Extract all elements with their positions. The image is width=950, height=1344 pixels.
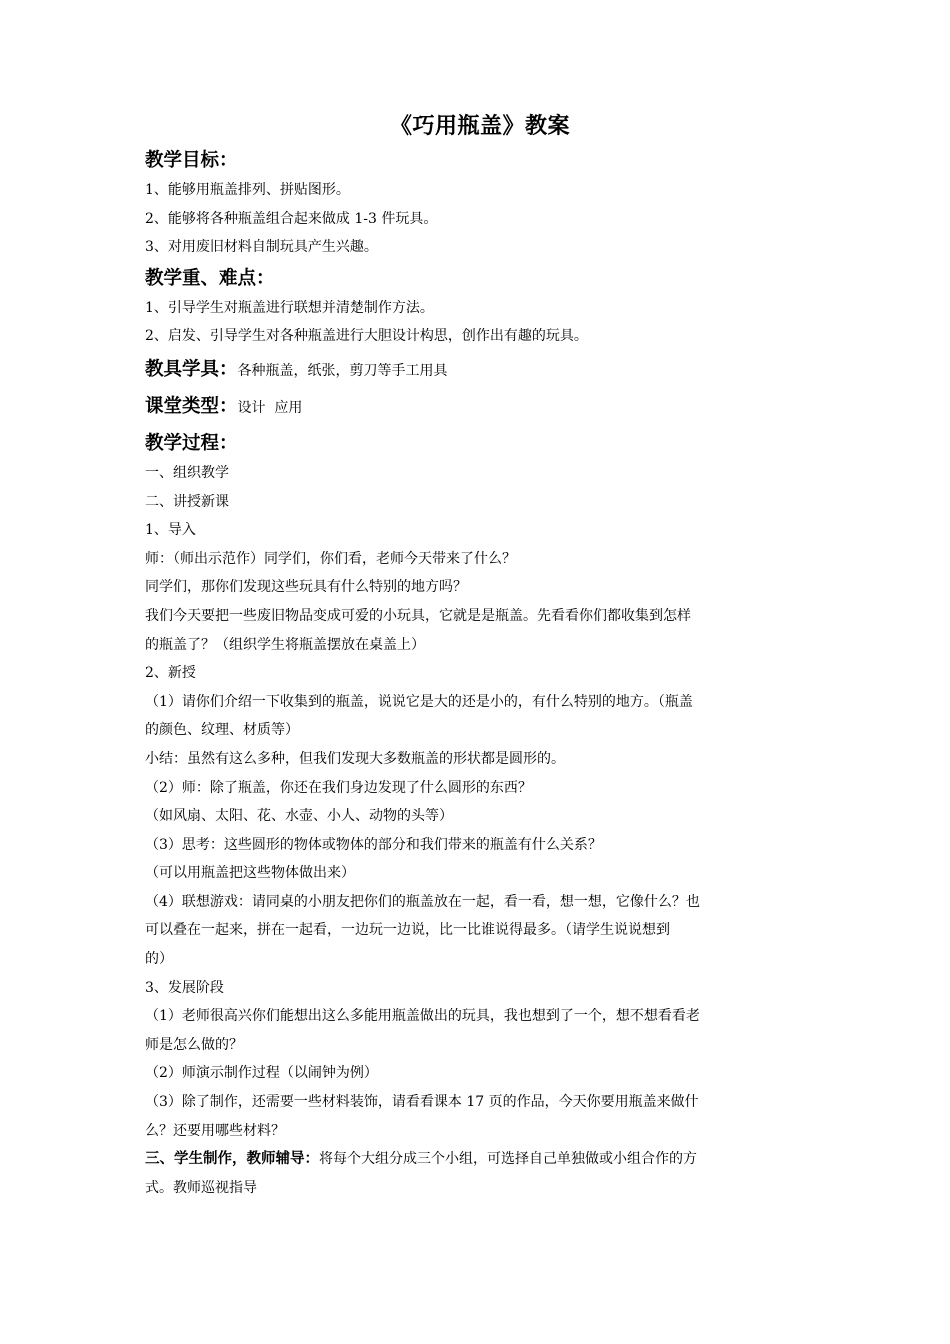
process-line: （2）师演示制作过程（以闹钟为例） [145, 1065, 378, 1082]
lesson-type-text: 设计 应用 [237, 399, 303, 416]
process-line: 的瓶盖了？（组织学生将瓶盖摆放在桌盖上） [145, 636, 425, 653]
process-line: 2、新授 [145, 665, 196, 682]
document-title: 《巧用瓶盖》教案 [389, 114, 570, 139]
process-line: 可以叠在一起来，拼在一起看，一边玩一边说，比一比谁说得最多。（请学生说说想到 [145, 922, 670, 939]
process-line: （1）老师很高兴你们能想出这么多能用瓶盖做出的玩具，我也想到了一个，想不想看看老 [145, 1008, 700, 1025]
tools-text: 各种瓶盖，纸张，剪刀等手工用具 [237, 362, 448, 379]
process-line: （3）思考：这些圆形的物体或物体的部分和我们带来的瓶盖有什么关系？ [145, 836, 602, 853]
key-point-item: 1、引导学生对瓶盖进行联想并清楚制作方法。 [145, 299, 434, 316]
process-line: （如风扇、太阳、花、水壶、小人、动物的头等） [145, 808, 453, 825]
student-work-text-1: 将每个大组分成三个小组，可选择自己单独做或小组合作的方 [319, 1151, 697, 1168]
process-line: （1）请你们介绍一下收集到的瓶盖，说说它是大的还是小的，有什么特别的地方。（瓶盖 [145, 693, 693, 710]
student-work-lead: 三、学生制作，教师辅导： [145, 1151, 319, 1168]
student-work-section [145, 1145, 815, 1174]
lesson-plan-page [145, 112, 815, 1202]
process-line: （4）联想游戏：请同桌的小朋友把你们的瓶盖放在一起，看一看，想一想，它像什么？也 [145, 893, 700, 910]
key-point-item: 2、启发、引导学生对各种瓶盖进行大胆设计构思，创作出有趣的玩具。 [145, 328, 588, 345]
process-line: 的） [145, 951, 173, 968]
process-line: （3）除了制作，还需要一些材料装饰，请看看课本 17 页的作品，今天你要用瓶盖来做什 [145, 1094, 699, 1111]
process-heading: 教学过程： [145, 432, 238, 454]
tools-heading: 教具学具： [145, 358, 238, 380]
process-line: 我们今天要把一些废旧物品变成可爱的小玩具，它就是是瓶盖。先看看你们都收集到怎样 [145, 607, 691, 624]
process-line: 二、讲授新课 [145, 493, 229, 510]
lesson-type-section [145, 392, 815, 423]
lesson-type-heading: 课堂类型： [145, 395, 238, 417]
goal-item: 2、能够将各种瓶盖组合起来做成 1-3 件玩具。 [145, 210, 438, 227]
process-line: 师：（师出示范作）同学们，你们看，老师今天带来了什么？ [145, 550, 516, 567]
tools-section [145, 355, 815, 386]
goals-heading: 教学目标： [145, 150, 238, 171]
process-line: 小结：虽然有这么多种，但我们发现大多数瓶盖的形状都是圆形的。 [145, 750, 565, 767]
student-work-text-2: 式。教师巡视指导 [145, 1179, 257, 1196]
process-line: 1、导入 [145, 522, 196, 539]
process-line: （2）师：除了瓶盖，你还在我们身边发现了什么圆形的东西？ [145, 779, 532, 796]
process-line: （可以用瓶盖把这些物体做出来） [145, 865, 355, 882]
goal-item: 3、对用废旧材料自制玩具产生兴趣。 [145, 239, 378, 256]
process-line: 3、发展阶段 [145, 979, 224, 996]
goal-item: 1、能够用瓶盖排列、拼贴图形。 [145, 182, 350, 198]
key-points-heading: 教学重、难点： [145, 267, 275, 289]
process-line: 的颜色、纹理、材质等） [145, 722, 299, 739]
process-line: 么？还要用哪些材料？ [145, 1122, 285, 1139]
process-line: 同学们，那你们发现这些玩具有什么特别的地方吗？ [145, 579, 467, 596]
process-line: 师是怎么做的？ [145, 1036, 243, 1053]
process-line: 一、组织教学 [145, 464, 229, 481]
